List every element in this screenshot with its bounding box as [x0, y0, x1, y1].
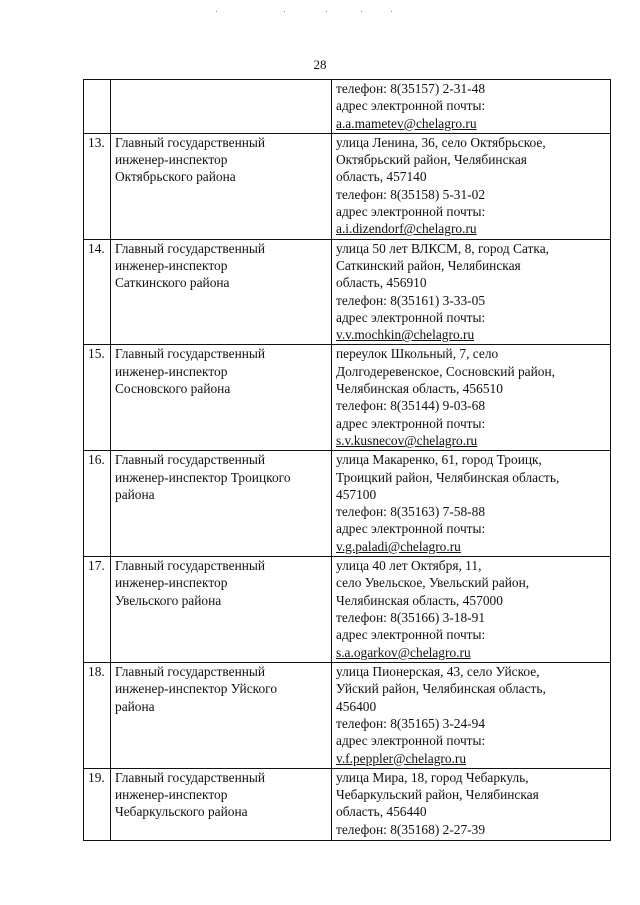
phone-line: телефон: 8(35158) 5-31-02	[336, 186, 486, 202]
address-line: улица Макаренко, 61, город Троицк,	[336, 452, 542, 468]
table-row	[84, 557, 611, 663]
position-cell	[111, 451, 332, 557]
row-number: 14.	[84, 239, 111, 345]
phone-line: телефон: 8(35161) 3-33-05	[336, 292, 486, 308]
position-line: инженер-инспектор	[115, 152, 228, 168]
email-label: адрес электронной почты:	[336, 415, 486, 431]
contact-cell	[332, 80, 611, 134]
row-number: 17.	[84, 557, 111, 663]
email-label: адрес электронной почты:	[336, 204, 486, 220]
scan-speck	[284, 11, 285, 12]
table-row	[84, 239, 611, 345]
table-row	[84, 768, 611, 840]
position-line: Главный государственный	[115, 452, 266, 468]
address-line: Челябинская область, 457000	[336, 592, 503, 608]
position-cell	[111, 345, 332, 451]
address-line: 457100	[336, 486, 377, 502]
row-number: 15.	[84, 345, 111, 451]
address-line: Саткинский район, Челябинская	[336, 257, 521, 273]
scan-speck	[326, 11, 327, 12]
position-cell	[111, 663, 332, 769]
address-line: область, 456440	[336, 804, 427, 820]
position-line: Увельского района	[115, 592, 222, 608]
email-link[interactable]: v.v.mochkin@chelagro.ru	[336, 327, 475, 343]
contact-cell	[332, 451, 611, 557]
address-line: улица Ленина, 36, село Октябрьское,	[336, 134, 546, 150]
contact-cell	[332, 133, 611, 239]
position-cell	[111, 557, 332, 663]
contacts-table	[83, 79, 611, 841]
email-link[interactable]: s.a.ogarkov@chelagro.ru	[336, 644, 471, 660]
address-line: область, 456910	[336, 275, 427, 291]
row-number: 19.	[84, 768, 111, 840]
scan-speck	[391, 11, 392, 12]
scan-speck	[361, 11, 362, 12]
row-number: 18.	[84, 663, 111, 769]
table-row	[84, 663, 611, 769]
position-line: инженер-инспектор Уйского	[115, 681, 278, 697]
email-label: адрес электронной почты:	[336, 733, 486, 749]
position-line: Главный государственный	[115, 240, 266, 256]
address-line: село Увельское, Увельский район,	[336, 575, 530, 591]
scan-speck	[216, 11, 217, 12]
email-link[interactable]: a.i.dizendorf@chelagro.ru	[336, 221, 477, 237]
position-line: Сосновского района	[115, 381, 231, 397]
phone-line: телефон: 8(35163) 7-58-88	[336, 504, 486, 520]
position-line: района	[115, 486, 155, 502]
address-line: улица Мира, 18, город Чебаркуль,	[336, 769, 529, 785]
position-line: Главный государственный	[115, 134, 266, 150]
position-line: инженер-инспектор	[115, 257, 228, 273]
position-line: инженер-инспектор Троицкого	[115, 469, 291, 485]
phone-line: телефон: 8(35157) 2-31-48	[336, 81, 486, 96]
address-line: улица 40 лет Октября, 11,	[336, 558, 482, 574]
position-line: Октябрьского района	[115, 169, 236, 185]
position-line: Главный государственный	[115, 664, 266, 680]
position-line: Саткинского района	[115, 275, 230, 291]
address-line: Октябрьский район, Челябинская	[336, 152, 527, 168]
address-line: 456400	[336, 698, 377, 714]
row-number: 16.	[84, 451, 111, 557]
address-line: улица Пионерская, 43, село Уйское,	[336, 664, 540, 680]
position-line: Главный государственный	[115, 558, 266, 574]
table-row-continuation	[84, 80, 611, 134]
address-line: Челябинская область, 456510	[336, 381, 503, 397]
email-label: адрес электронной почты:	[336, 309, 486, 325]
contact-cell	[332, 239, 611, 345]
address-line: Долгодеревенское, Сосновский район,	[336, 363, 555, 379]
page-number: 28	[313, 57, 327, 72]
position-cell	[111, 239, 332, 345]
email-link[interactable]: a.a.mametev@chelagro.ru	[336, 115, 477, 131]
position-cell	[111, 133, 332, 239]
position-line: Главный государственный	[115, 346, 266, 362]
row-number-cell	[84, 80, 111, 134]
table-row	[84, 133, 611, 239]
address-line: Уйский район, Челябинская область,	[336, 681, 546, 697]
address-line: Троицкий район, Челябинская область,	[336, 469, 560, 485]
phone-line: телефон: 8(35165) 3-24-94	[336, 715, 486, 731]
position-line: Главный государственный	[115, 769, 266, 785]
address-line: Чебаркульский район, Челябинская	[336, 787, 539, 803]
position-line: Чебаркульского района	[115, 804, 248, 820]
email-label: адрес электронной почты:	[336, 627, 486, 643]
row-number: 13.	[84, 133, 111, 239]
address-line: переулок Школьный, 7, село	[336, 346, 499, 362]
contact-cell	[332, 663, 611, 769]
position-line: инженер-инспектор	[115, 363, 228, 379]
email-link[interactable]: v.f.peppler@chelagro.ru	[336, 750, 467, 766]
contact-cell	[332, 345, 611, 451]
position-line: инженер-инспектор	[115, 575, 228, 591]
phone-line: телефон: 8(35168) 2-27-39	[336, 821, 486, 837]
email-link[interactable]: s.v.kusnecov@chelagro.ru	[336, 432, 478, 448]
position-line: района	[115, 698, 155, 714]
phone-line: телефон: 8(35166) 3-18-91	[336, 609, 486, 625]
contact-cell	[332, 768, 611, 840]
address-line: улица 50 лет ВЛКСМ, 8, город Сатка,	[336, 240, 549, 256]
phone-line: телефон: 8(35144) 9-03-68	[336, 398, 486, 414]
email-label: адрес электронной почты:	[336, 98, 486, 114]
email-label: адрес электронной почты:	[336, 521, 486, 537]
table-row	[84, 451, 611, 557]
address-line: область, 457140	[336, 169, 427, 185]
table-row	[84, 345, 611, 451]
position-cell	[111, 768, 332, 840]
position-cell	[111, 80, 332, 134]
position-line: инженер-инспектор	[115, 787, 228, 803]
email-link[interactable]: v.g.paladi@chelagro.ru	[336, 538, 461, 554]
contact-cell	[332, 557, 611, 663]
